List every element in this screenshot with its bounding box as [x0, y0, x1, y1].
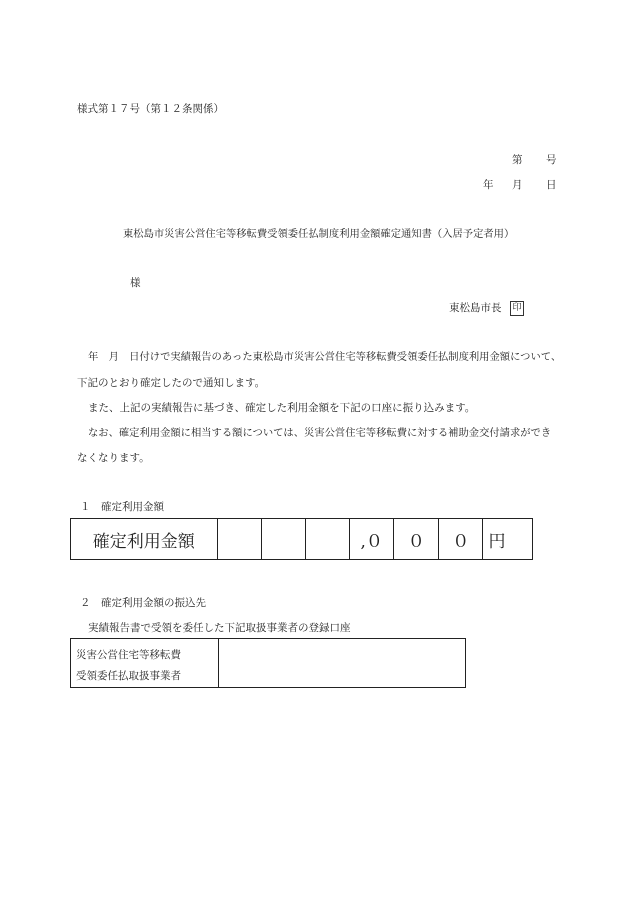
body-line-4: なお、確定利用金額に相当する額については、災害公営住宅等移転費に対する補助金交付請求ができ [88, 427, 552, 439]
amount-digit-2 [261, 519, 305, 560]
account-label-line-1: 災害公営住宅等移転費 [76, 649, 181, 661]
account-table [70, 638, 466, 688]
seal-stamp: 印 [510, 301, 524, 316]
section-1-heading: １ 確定利用金額 [80, 501, 164, 513]
date-year: 年 [483, 179, 494, 191]
recipient-honorific: 様 [130, 277, 141, 289]
amount-digit-5: ０ [394, 519, 438, 560]
doc-no-go: 号 [546, 154, 557, 166]
body-line-2: 下記のとおり確定したので通知します。 [77, 377, 266, 389]
amount-table [70, 518, 533, 560]
amount-yen-unit: 円 [483, 519, 533, 560]
issuer-name: 東松島市長 [449, 302, 502, 314]
date-day: 日 [546, 179, 557, 191]
amount-label: 確定利用金額 [71, 519, 218, 560]
amount-digit-1 [217, 519, 261, 560]
account-value [219, 639, 466, 688]
section-2-note: 実績報告書で受領を委任した下記取扱事業者の登録口座 [88, 622, 351, 634]
amount-digit-6: ０ [438, 519, 482, 560]
form-number: 様式第１７号（第１２条関係） [77, 103, 224, 115]
account-label-line-2: 受領委任払取扱事業者 [76, 670, 181, 682]
date-month: 月 [512, 179, 523, 191]
amount-digit-4: ,０ [349, 519, 393, 560]
body-line-3: また、上記の実績報告に基づき、確定した利用金額を下記の口座に振り込みます。 [88, 402, 476, 414]
amount-digit-3 [305, 519, 349, 560]
body-line-5: なくなります。 [77, 452, 150, 464]
body-line-1: 年 月 日付けで実績報告のあった東松島市災害公営住宅等移転費受領委任払制度利用金額について、 [88, 351, 562, 363]
section-2-heading: ２ 確定利用金額の振込先 [80, 597, 206, 609]
document-title: 東松島市災害公営住宅等移転費受領委任払制度利用金額確定通知書（入居予定者用） [123, 228, 515, 240]
doc-no-dai: 第 [512, 154, 523, 166]
account-label [71, 639, 219, 688]
